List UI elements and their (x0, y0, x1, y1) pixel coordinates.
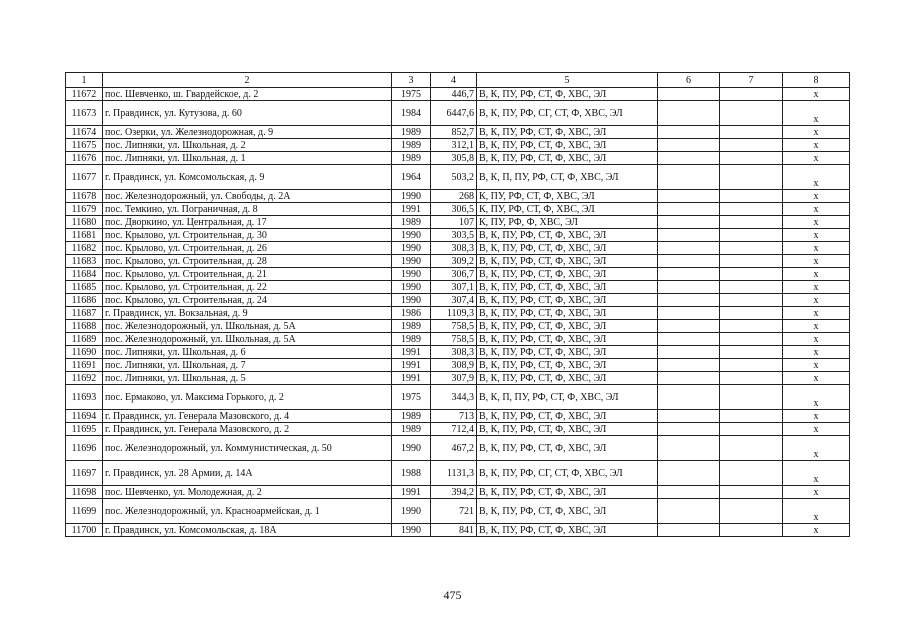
column-8-cell: х (783, 423, 850, 436)
materials-cell: В, К, ПУ, РФ, СТ, Ф, ХВС, ЭЛ (477, 486, 658, 499)
table-row (66, 423, 850, 436)
column-7-cell (720, 281, 783, 294)
table-row (66, 436, 850, 461)
address-cell: пос. Железнодорожный, ул. Школьная, д. 5А (103, 320, 392, 333)
column-7-cell (720, 359, 783, 372)
address-cell: пос. Ермаково, ул. Максима Горького, д. 2 (103, 385, 392, 410)
area-cell: 306,5 (431, 203, 477, 216)
column-6-cell (658, 294, 720, 307)
table-row (66, 139, 850, 152)
year-cell: 1989 (392, 139, 431, 152)
column-6-cell (658, 101, 720, 126)
row-number: 11677 (66, 165, 103, 190)
year-cell: 1988 (392, 461, 431, 486)
address-cell: пос. Темкино, ул. Пограничная, д. 8 (103, 203, 392, 216)
table-row (66, 524, 850, 537)
column-7-cell (720, 524, 783, 537)
area-cell: 309,2 (431, 255, 477, 268)
column-6-cell (658, 524, 720, 537)
year-cell: 1989 (392, 423, 431, 436)
table-header (66, 73, 850, 88)
column-header: 6 (658, 73, 720, 88)
table-row (66, 242, 850, 255)
materials-cell: В, К, ПУ, РФ, СТ, Ф, ХВС, ЭЛ (477, 524, 658, 537)
materials-cell: В, К, ПУ, РФ, СТ, Ф, ХВС, ЭЛ (477, 139, 658, 152)
address-cell: пос. Крылово, ул. Строительная, д. 24 (103, 294, 392, 307)
column-8-cell: х (783, 281, 850, 294)
year-cell: 1991 (392, 346, 431, 359)
row-number: 11687 (66, 307, 103, 320)
materials-cell: В, К, ПУ, РФ, СТ, Ф, ХВС, ЭЛ (477, 268, 658, 281)
column-6-cell (658, 88, 720, 101)
area-cell: 308,9 (431, 359, 477, 372)
column-7-cell (720, 139, 783, 152)
table-row (66, 499, 850, 524)
area-cell: 1131,3 (431, 461, 477, 486)
year-cell: 1990 (392, 255, 431, 268)
column-6-cell (658, 216, 720, 229)
column-7-cell (720, 294, 783, 307)
year-cell: 1990 (392, 436, 431, 461)
year-cell: 1991 (392, 203, 431, 216)
row-number: 11686 (66, 294, 103, 307)
row-number: 11692 (66, 372, 103, 385)
column-8-cell: х (783, 410, 850, 423)
materials-cell: В, К, ПУ, РФ, СТ, Ф, ХВС, ЭЛ (477, 294, 658, 307)
column-8-cell: х (783, 499, 850, 524)
column-7-cell (720, 385, 783, 410)
year-cell: 1991 (392, 359, 431, 372)
address-cell: пос. Железнодорожный, ул. Школьная, д. 5А (103, 333, 392, 346)
materials-cell: В, К, ПУ, РФ, СГ, СТ, Ф, ХВС, ЭЛ (477, 461, 658, 486)
column-6-cell (658, 268, 720, 281)
column-8-cell: х (783, 216, 850, 229)
column-6-cell (658, 203, 720, 216)
area-cell: 268 (431, 190, 477, 203)
column-8-cell: х (783, 461, 850, 486)
area-cell: 307,9 (431, 372, 477, 385)
column-8-cell: х (783, 333, 850, 346)
address-cell: пос. Железнодорожный, ул. Красноармейская, д. 1 (103, 499, 392, 524)
address-cell: пос. Крылово, ул. Строительная, д. 21 (103, 268, 392, 281)
column-7-cell (720, 499, 783, 524)
row-number: 11697 (66, 461, 103, 486)
column-7-cell (720, 436, 783, 461)
area-cell: 467,2 (431, 436, 477, 461)
year-cell: 1989 (392, 126, 431, 139)
column-7-cell (720, 229, 783, 242)
address-cell: пос. Железнодорожный, ул. Коммунистическая, д. 50 (103, 436, 392, 461)
column-7-cell (720, 333, 783, 346)
materials-cell: В, К, ПУ, РФ, СТ, Ф, ХВС, ЭЛ (477, 436, 658, 461)
table-row (66, 307, 850, 320)
table-body (66, 88, 850, 537)
row-number: 11699 (66, 499, 103, 524)
housing-register-table (65, 72, 850, 537)
table-row (66, 486, 850, 499)
address-cell: пос. Шевченко, ш. Гвардейское, д. 2 (103, 88, 392, 101)
area-cell: 713 (431, 410, 477, 423)
column-6-cell (658, 385, 720, 410)
year-cell: 1990 (392, 229, 431, 242)
year-cell: 1989 (392, 320, 431, 333)
year-cell: 1990 (392, 281, 431, 294)
table-row (66, 88, 850, 101)
row-number: 11673 (66, 101, 103, 126)
column-6-cell (658, 126, 720, 139)
table-row (66, 229, 850, 242)
table-row (66, 255, 850, 268)
column-7-cell (720, 423, 783, 436)
year-cell: 1990 (392, 268, 431, 281)
column-7-cell (720, 307, 783, 320)
year-cell: 1990 (392, 190, 431, 203)
area-cell: 312,1 (431, 139, 477, 152)
area-cell: 6447,6 (431, 101, 477, 126)
column-6-cell (658, 229, 720, 242)
materials-cell: В, К, ПУ, РФ, СГ, СТ, Ф, ХВС, ЭЛ (477, 101, 658, 126)
column-7-cell (720, 320, 783, 333)
column-6-cell (658, 190, 720, 203)
column-6-cell (658, 346, 720, 359)
materials-cell: К, ПУ, РФ, СТ, Ф, ХВС, ЭЛ (477, 190, 658, 203)
area-cell: 1109,3 (431, 307, 477, 320)
area-cell: 841 (431, 524, 477, 537)
column-7-cell (720, 486, 783, 499)
materials-cell: В, К, ПУ, РФ, СТ, Ф, ХВС, ЭЛ (477, 307, 658, 320)
address-cell: пос. Дворкино, ул. Центральная, д. 17 (103, 216, 392, 229)
table-row (66, 203, 850, 216)
column-8-cell: х (783, 190, 850, 203)
year-cell: 1990 (392, 499, 431, 524)
table-row (66, 152, 850, 165)
year-cell: 1975 (392, 385, 431, 410)
area-cell: 107 (431, 216, 477, 229)
area-cell: 758,5 (431, 320, 477, 333)
column-8-cell: х (783, 139, 850, 152)
address-cell: г. Правдинск, ул. Вокзальная, д. 9 (103, 307, 392, 320)
year-cell: 1989 (392, 152, 431, 165)
column-8-cell: х (783, 294, 850, 307)
materials-cell: В, К, ПУ, РФ, СТ, Ф, ХВС, ЭЛ (477, 281, 658, 294)
row-number: 11675 (66, 139, 103, 152)
address-cell: пос. Липняки, ул. Школьная, д. 2 (103, 139, 392, 152)
column-7-cell (720, 372, 783, 385)
column-7-cell (720, 216, 783, 229)
column-8-cell: х (783, 359, 850, 372)
column-6-cell (658, 333, 720, 346)
header-row (66, 73, 850, 88)
materials-cell: В, К, ПУ, РФ, СТ, Ф, ХВС, ЭЛ (477, 152, 658, 165)
materials-cell: В, К, П, ПУ, РФ, СТ, Ф, ХВС, ЭЛ (477, 385, 658, 410)
column-header: 1 (66, 73, 103, 88)
area-cell: 852,7 (431, 126, 477, 139)
row-number: 11688 (66, 320, 103, 333)
address-cell: пос. Крылово, ул. Строительная, д. 22 (103, 281, 392, 294)
row-number: 11674 (66, 126, 103, 139)
materials-cell: В, К, ПУ, РФ, СТ, Ф, ХВС, ЭЛ (477, 359, 658, 372)
column-8-cell: х (783, 268, 850, 281)
column-8-cell: х (783, 242, 850, 255)
year-cell: 1964 (392, 165, 431, 190)
column-6-cell (658, 486, 720, 499)
row-number: 11695 (66, 423, 103, 436)
column-6-cell (658, 359, 720, 372)
table-row (66, 190, 850, 203)
table-row (66, 333, 850, 346)
area-cell: 721 (431, 499, 477, 524)
year-cell: 1986 (392, 307, 431, 320)
year-cell: 1990 (392, 294, 431, 307)
address-cell: пос. Шевченко, ул. Молодежная, д. 2 (103, 486, 392, 499)
address-cell: пос. Озерки, ул. Железнодорожная, д. 9 (103, 126, 392, 139)
column-8-cell: х (783, 203, 850, 216)
year-cell: 1991 (392, 372, 431, 385)
materials-cell: В, К, ПУ, РФ, СТ, Ф, ХВС, ЭЛ (477, 333, 658, 346)
row-number: 11672 (66, 88, 103, 101)
materials-cell: В, К, ПУ, РФ, СТ, Ф, ХВС, ЭЛ (477, 88, 658, 101)
area-cell: 344,3 (431, 385, 477, 410)
area-cell: 307,1 (431, 281, 477, 294)
row-number: 11679 (66, 203, 103, 216)
year-cell: 1989 (392, 216, 431, 229)
address-cell: пос. Липняки, ул. Школьная, д. 6 (103, 346, 392, 359)
address-cell: пос. Липняки, ул. Школьная, д. 5 (103, 372, 392, 385)
column-8-cell: х (783, 385, 850, 410)
area-cell: 305,8 (431, 152, 477, 165)
column-8-cell: х (783, 101, 850, 126)
column-7-cell (720, 126, 783, 139)
column-7-cell (720, 190, 783, 203)
column-7-cell (720, 461, 783, 486)
area-cell: 446,7 (431, 88, 477, 101)
table-row (66, 410, 850, 423)
area-cell: 308,3 (431, 346, 477, 359)
row-number: 11693 (66, 385, 103, 410)
column-7-cell (720, 88, 783, 101)
row-number: 11683 (66, 255, 103, 268)
area-cell: 308,3 (431, 242, 477, 255)
year-cell: 1990 (392, 524, 431, 537)
materials-cell: В, К, П, ПУ, РФ, СТ, Ф, ХВС, ЭЛ (477, 165, 658, 190)
column-6-cell (658, 499, 720, 524)
materials-cell: В, К, ПУ, РФ, СТ, Ф, ХВС, ЭЛ (477, 242, 658, 255)
page-number: 475 (443, 588, 462, 602)
column-header: 8 (783, 73, 850, 88)
address-cell: пос. Крылово, ул. Строительная, д. 28 (103, 255, 392, 268)
column-header: 3 (392, 73, 431, 88)
row-number: 11698 (66, 486, 103, 499)
address-cell: г. Правдинск, ул. Комсомольская, д. 9 (103, 165, 392, 190)
column-7-cell (720, 152, 783, 165)
column-8-cell: х (783, 307, 850, 320)
materials-cell: К, ПУ, РФ, Ф, ХВС, ЭЛ (477, 216, 658, 229)
materials-cell: В, К, ПУ, РФ, СТ, Ф, ХВС, ЭЛ (477, 126, 658, 139)
table-row (66, 281, 850, 294)
materials-cell: В, К, ПУ, РФ, СТ, Ф, ХВС, ЭЛ (477, 320, 658, 333)
row-number: 11696 (66, 436, 103, 461)
materials-cell: В, К, ПУ, РФ, СТ, Ф, ХВС, ЭЛ (477, 372, 658, 385)
column-6-cell (658, 320, 720, 333)
column-7-cell (720, 165, 783, 190)
table-row (66, 165, 850, 190)
row-number: 11689 (66, 333, 103, 346)
column-header: 2 (103, 73, 392, 88)
area-cell: 394,2 (431, 486, 477, 499)
column-7-cell (720, 346, 783, 359)
row-number: 11676 (66, 152, 103, 165)
column-6-cell (658, 307, 720, 320)
materials-cell: В, К, ПУ, РФ, СТ, Ф, ХВС, ЭЛ (477, 229, 658, 242)
column-7-cell (720, 101, 783, 126)
area-cell: 307,4 (431, 294, 477, 307)
column-6-cell (658, 281, 720, 294)
address-cell: пос. Крылово, ул. Строительная, д. 30 (103, 229, 392, 242)
column-header: 7 (720, 73, 783, 88)
materials-cell: В, К, ПУ, РФ, СТ, Ф, ХВС, ЭЛ (477, 423, 658, 436)
year-cell: 1975 (392, 88, 431, 101)
column-8-cell: х (783, 486, 850, 499)
row-number: 11680 (66, 216, 103, 229)
table-row (66, 385, 850, 410)
address-cell: пос. Железнодорожный, ул. Свободы, д. 2А (103, 190, 392, 203)
column-6-cell (658, 423, 720, 436)
materials-cell: В, К, ПУ, РФ, СТ, Ф, ХВС, ЭЛ (477, 410, 658, 423)
table-row (66, 359, 850, 372)
column-8-cell: х (783, 88, 850, 101)
row-number: 11684 (66, 268, 103, 281)
table-row (66, 268, 850, 281)
year-cell: 1989 (392, 333, 431, 346)
column-7-cell (720, 410, 783, 423)
column-header: 5 (477, 73, 658, 88)
year-cell: 1991 (392, 486, 431, 499)
column-8-cell: х (783, 152, 850, 165)
address-cell: пос. Крылово, ул. Строительная, д. 26 (103, 242, 392, 255)
address-cell: г. Правдинск, ул. Комсомольская, д. 18А (103, 524, 392, 537)
row-number: 11700 (66, 524, 103, 537)
column-8-cell: х (783, 320, 850, 333)
column-7-cell (720, 268, 783, 281)
year-cell: 1989 (392, 410, 431, 423)
column-6-cell (658, 165, 720, 190)
column-6-cell (658, 436, 720, 461)
column-6-cell (658, 461, 720, 486)
materials-cell: В, К, ПУ, РФ, СТ, Ф, ХВС, ЭЛ (477, 499, 658, 524)
column-8-cell: х (783, 346, 850, 359)
column-6-cell (658, 152, 720, 165)
column-8-cell: х (783, 165, 850, 190)
address-cell: г. Правдинск, ул. Генерала Мазовского, д. 4 (103, 410, 392, 423)
row-number: 11694 (66, 410, 103, 423)
year-cell: 1984 (392, 101, 431, 126)
area-cell: 758,5 (431, 333, 477, 346)
address-cell: пос. Липняки, ул. Школьная, д. 1 (103, 152, 392, 165)
row-number: 11681 (66, 229, 103, 242)
column-7-cell (720, 203, 783, 216)
column-8-cell: х (783, 436, 850, 461)
column-8-cell: х (783, 229, 850, 242)
table-row (66, 101, 850, 126)
table-row (66, 216, 850, 229)
column-7-cell (720, 242, 783, 255)
row-number: 11690 (66, 346, 103, 359)
table-row (66, 294, 850, 307)
column-8-cell: х (783, 126, 850, 139)
table-row (66, 320, 850, 333)
row-number: 11678 (66, 190, 103, 203)
materials-cell: К, ПУ, РФ, СТ, Ф, ХВС, ЭЛ (477, 203, 658, 216)
column-8-cell: х (783, 372, 850, 385)
column-6-cell (658, 139, 720, 152)
column-8-cell: х (783, 255, 850, 268)
column-7-cell (720, 255, 783, 268)
column-6-cell (658, 372, 720, 385)
area-cell: 712,4 (431, 423, 477, 436)
row-number: 11691 (66, 359, 103, 372)
materials-cell: В, К, ПУ, РФ, СТ, Ф, ХВС, ЭЛ (477, 255, 658, 268)
row-number: 11682 (66, 242, 103, 255)
column-6-cell (658, 255, 720, 268)
column-6-cell (658, 242, 720, 255)
row-number: 11685 (66, 281, 103, 294)
table-row (66, 126, 850, 139)
table-row (66, 346, 850, 359)
column-8-cell: х (783, 524, 850, 537)
table-row (66, 372, 850, 385)
column-header: 4 (431, 73, 477, 88)
area-cell: 306,7 (431, 268, 477, 281)
year-cell: 1990 (392, 242, 431, 255)
address-cell: пос. Липняки, ул. Школьная, д. 7 (103, 359, 392, 372)
column-6-cell (658, 410, 720, 423)
address-cell: г. Правдинск, ул. 28 Армии, д. 14А (103, 461, 392, 486)
address-cell: г. Правдинск, ул. Кутузова, д. 60 (103, 101, 392, 126)
area-cell: 503,2 (431, 165, 477, 190)
materials-cell: В, К, ПУ, РФ, СТ, Ф, ХВС, ЭЛ (477, 346, 658, 359)
table-row (66, 461, 850, 486)
address-cell: г. Правдинск, ул. Генерала Мазовского, д. 2 (103, 423, 392, 436)
area-cell: 303,5 (431, 229, 477, 242)
